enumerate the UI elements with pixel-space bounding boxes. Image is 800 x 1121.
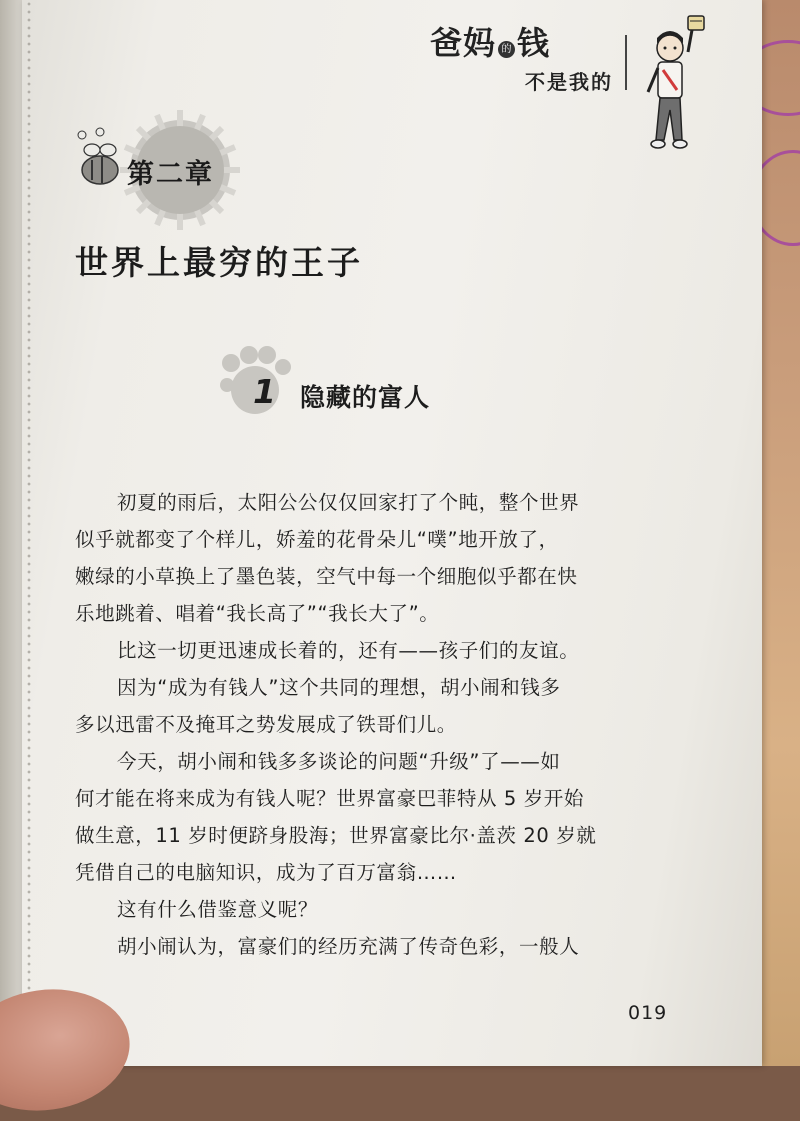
body-line: 似乎就都变了个样儿，娇羞的花骨朵儿“噗”地开放了，: [75, 528, 559, 551]
body-line: 多以迅雷不及掩耳之势发展成了铁哥们儿。: [75, 713, 457, 736]
header-title-end: 钱: [517, 24, 551, 62]
page-spine-edge: [26, 0, 32, 1066]
body-line: 何才能在将来成为有钱人呢？世界富豪巴菲特从 5 岁开始: [75, 787, 585, 810]
header-title-de: 的: [498, 41, 515, 58]
body-line: 嫩绿的小草换上了墨色装，空气中每一个细胞似乎都在快: [75, 565, 578, 588]
chapter-label: 第二章: [127, 159, 214, 190]
chapter-title: 世界上最穷的王子: [75, 243, 363, 282]
body-line: 做生意，11 岁时便跻身股海；世界富豪比尔·盖茨 20 岁就: [75, 824, 597, 847]
body-line: 这有什么借鉴意义呢？: [117, 898, 319, 921]
boy-cartoon-icon: [630, 10, 710, 160]
section-title: 隐藏的富人: [300, 383, 431, 412]
body-line: 胡小闹认为，富豪们的经历充满了传奇色彩，一般人: [117, 935, 580, 958]
header-title-main: 爸妈: [430, 24, 497, 62]
body-line: 因为“成为有钱人”这个共同的理想，胡小闹和钱多: [117, 676, 561, 699]
body-line: 比这一切更迅速成长着的，还有——孩子们的友谊。: [117, 639, 580, 662]
section-number: 1: [253, 372, 276, 411]
running-header-subtitle: 不是我的: [525, 70, 613, 94]
body-line: 乐地跳着、唱着“我长高了”“我长大了”。: [75, 602, 440, 625]
running-header-title: [430, 18, 550, 64]
page-number: 019: [628, 1002, 668, 1024]
header-divider: [625, 35, 627, 90]
body-text: [75, 484, 650, 965]
body-line: 初夏的雨后，太阳公公仅仅回家打了个盹，整个世界: [117, 491, 580, 514]
bee-icon: [78, 128, 118, 184]
body-line: 凭借自己的电脑知识，成为了百万富翁……: [75, 861, 457, 884]
body-line: 今天，胡小闹和钱多多谈论的问题“升级”了——如: [117, 750, 561, 773]
